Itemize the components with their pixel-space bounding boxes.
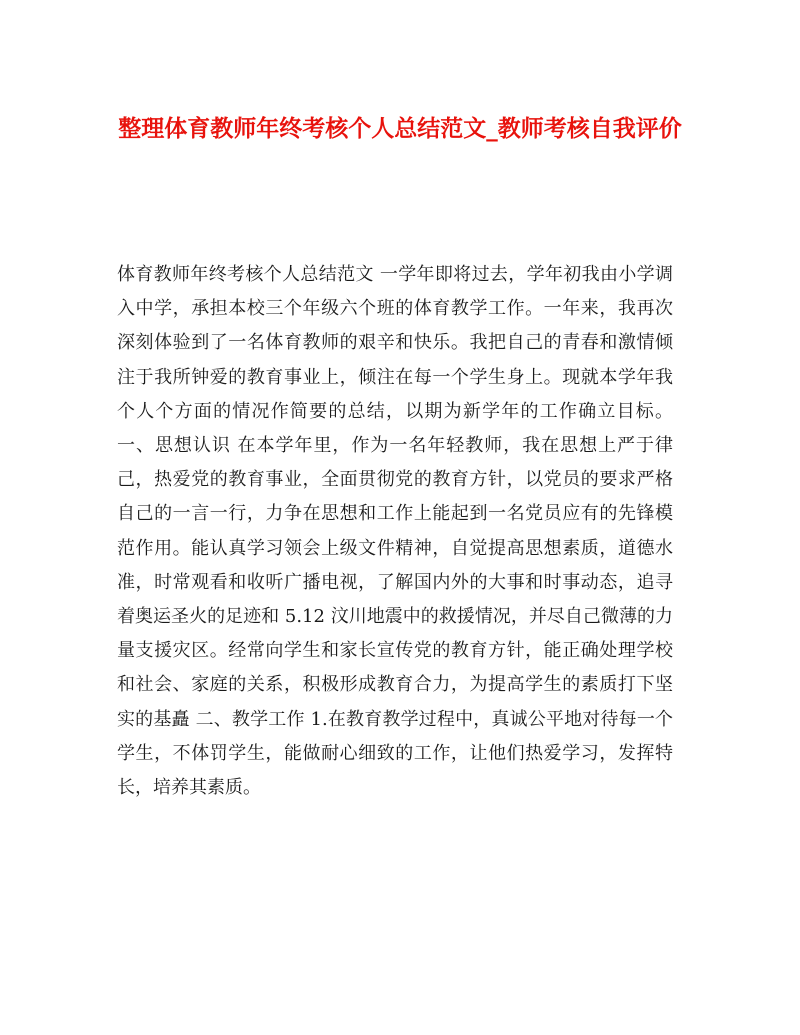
document-title: 整理体育教师年终考核个人总结范文_教师考核自我评价 bbox=[118, 115, 682, 142]
document-body: 体育教师年终考核个人总结范文 一学年即将过去，学年初我由小学调入中学，承担本校三个年级六个班的体育教学工作。一年来，我再次深刻体验到了一名体育教师的艰辛和快乐。我把自己的青春和激情倾注于我所钟爱的教育事业上，倾注在每一个学生身上。现就本学年我个人个方面的情况作简要的总结，以期为新学年的工作确立目标。 一、思想认识 在本学年里，作为一名年轻教师，我在思想上严于律己，热爱党的教育事业，全面贯彻党的教育方针，以党员的要求严格自己的一言一行，力争在思想和工作上能起到一名党员应有的先锋模范作用。能认真学习领会上级文件精神，自觉提高思想素质，道德水准，时常观看和收听广播电视，了解国内外的大事和时事动态，追寻着奥运圣火的足迹和 5.12 汶川地震中的救援情况，并尽自己微薄的力量支援灾区。经常向学生和家长宣传党的教育方针，能正确处理学校和社会、家庭的关系，积极形成教育合力，为提高学生的素质打下坚实的基矗 二、教学工作 1.在教育教学过程中，真诚公平地对待每一个学生，不体罚学生，能做耐心细致的工作，让他们热爱学习，发挥特长，培养其素质。 bbox=[117, 264, 673, 799]
